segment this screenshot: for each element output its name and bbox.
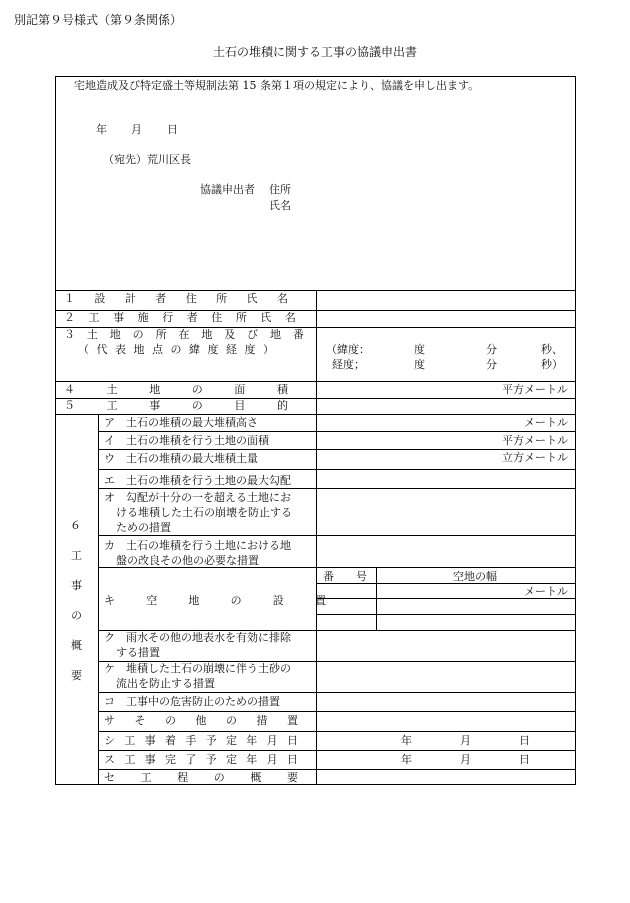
end-date-label: ス 工 事 完 了 予 定 年 月 日: [104, 753, 298, 766]
purpose-label: ５ 工 事 の 目 的: [64, 399, 288, 412]
latitude-degree: 度: [414, 343, 425, 356]
end-month: 月: [460, 753, 471, 766]
row-divider: [316, 583, 576, 584]
row-divider: [98, 488, 576, 489]
longitude-minute: 分: [486, 358, 497, 371]
start-year: 年: [401, 734, 412, 747]
collapse-prevention-label: ための措置: [116, 521, 171, 534]
start-month: 月: [460, 734, 471, 747]
row-divider: [98, 769, 576, 770]
sediment-prevention-label: ケ 堆積した土石の崩壊に伴う土砂の: [104, 662, 291, 675]
open-space-number-header: 番 号: [323, 570, 367, 583]
schedule-overview-label: セ 工 程 の 概 要: [104, 771, 298, 784]
row-divider: [98, 731, 576, 732]
area-label: ４ 土 地 の 面 積: [64, 383, 288, 396]
latitude-minute: 分: [486, 343, 497, 356]
column-divider: [316, 290, 317, 414]
longitude-second: 秒）: [541, 358, 563, 371]
drainage-label: する措置: [116, 646, 160, 659]
row-divider: [98, 567, 576, 568]
overview-side-label: 工: [71, 549, 82, 562]
contractor-label: ２ 工 事 施 行 者 住 所 氏 名: [64, 311, 296, 324]
sediment-prevention-label: 流出を防止する措置: [116, 677, 215, 690]
open-space-unit: メートル: [524, 585, 568, 598]
open-space-label: キ 空 地 の 設 置: [104, 594, 326, 607]
longitude-label: 経度；: [332, 358, 365, 371]
drainage-label: ク 雨水その他の地表水を有効に排除: [104, 631, 291, 644]
ground-improvement-label: 盤の改良その他の必要な措置: [116, 554, 259, 567]
row-divider: [316, 598, 576, 599]
area-unit: 平方メートル: [502, 383, 568, 396]
date-year: 年: [96, 123, 107, 136]
row-divider: [98, 431, 576, 432]
row-divider: [98, 469, 576, 470]
overview-side-label: ６: [70, 519, 81, 532]
applicant-name-label: 氏名: [269, 199, 291, 212]
applicant-address-label: 住所: [269, 183, 291, 196]
hazard-prevention-label: コ 工事中の危害防止のための措置: [104, 695, 280, 708]
start-date-label: シ 工 事 着 手 予 定 年 月 日: [104, 734, 298, 747]
date-day: 日: [167, 123, 178, 136]
row-divider: [98, 535, 576, 536]
page-title: 土石の堆積に関する工事の協議申出書: [212, 45, 417, 59]
latitude-second: 秒、: [541, 343, 563, 356]
overview-side-label: 要: [71, 669, 82, 682]
collapse-prevention-label: ける堆積した土石の崩壊を防止する: [116, 506, 292, 519]
addressee: （宛先）荒川区長: [103, 153, 191, 166]
start-day: 日: [519, 734, 530, 747]
overview-side-label: 事: [71, 579, 82, 592]
row-divider: [98, 711, 576, 712]
row-divider: [316, 614, 576, 615]
end-day: 日: [519, 753, 530, 766]
location-sublabel: （ 代 表 地 点 の 緯 度 経 度 ）: [78, 343, 274, 356]
location-label: ３ 土 地 の 所 在 地 及 び 地 番: [64, 328, 304, 341]
row-divider: [98, 750, 576, 751]
max-height-label: ア 土石の堆積の最大堆積高さ: [104, 416, 258, 429]
max-volume-label: ウ 土石の堆積の最大堆積土量: [104, 452, 258, 465]
max-volume-unit: 立方メートル: [502, 451, 568, 464]
form-number: 別記第９号様式（第９条関係）: [14, 13, 183, 27]
open-space-width-header: 空地の幅: [453, 570, 497, 583]
intro-text: 宅地造成及び特定盛土等規制法第 15 条第１項の規定により、協議を申し出ます。: [74, 79, 480, 92]
other-measures-label: サ そ の 他 の 措 置: [104, 714, 298, 727]
row-divider: [98, 692, 576, 693]
longitude-degree: 度: [414, 358, 425, 371]
max-height-unit: メートル: [524, 416, 568, 429]
overview-side-label: の: [71, 609, 82, 622]
collapse-prevention-label: オ 勾配が十分の一を超える土地にお: [104, 491, 291, 504]
latitude-label: （緯度：: [326, 343, 370, 356]
pile-area-unit: 平方メートル: [502, 434, 568, 447]
pile-area-label: イ 土石の堆積を行う土地の面積: [104, 434, 269, 447]
overview-side-label: 概: [71, 639, 82, 652]
applicant-label: 協議申出者: [200, 183, 255, 196]
date-month: 月: [131, 123, 142, 136]
ground-improvement-label: カ 土石の堆積を行う土地における地: [104, 539, 291, 552]
end-year: 年: [401, 753, 412, 766]
row-divider: [98, 449, 576, 450]
designer-label: １ 設 計 者 住 所 氏 名: [64, 292, 288, 305]
max-slope-label: エ 土石の堆積を行う土地の最大勾配: [104, 474, 291, 487]
column-divider: [98, 414, 99, 785]
